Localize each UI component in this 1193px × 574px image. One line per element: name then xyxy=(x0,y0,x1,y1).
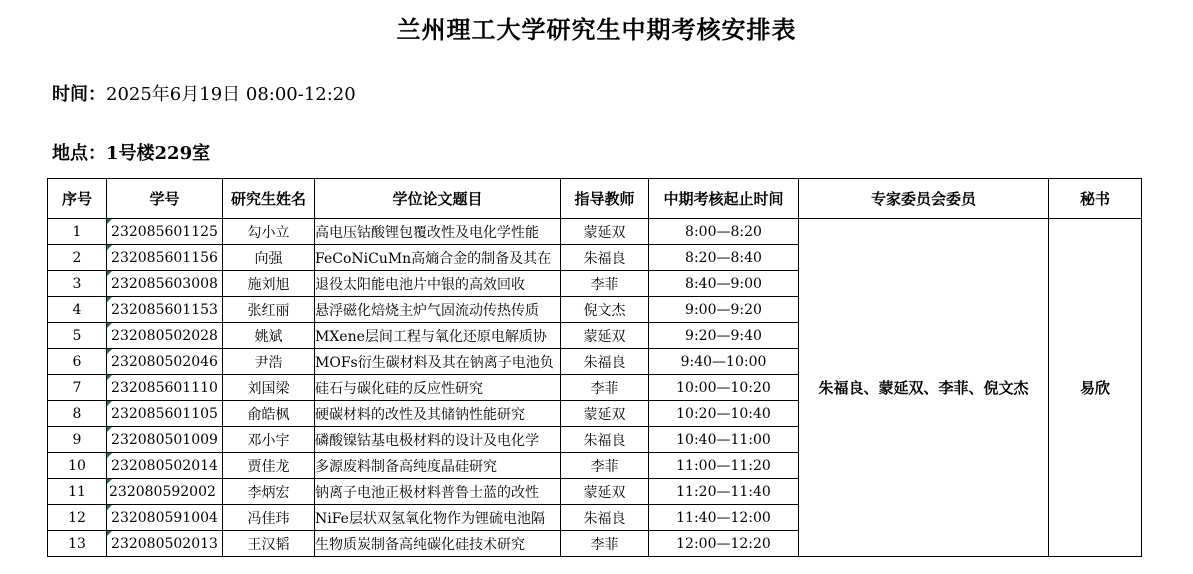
thesis-topic: 硬碳材料的改性及其储钠性能研究 xyxy=(315,401,561,427)
thesis-topic: 钠离子电池正极材料普鲁士蓝的改性 xyxy=(315,479,561,505)
exam-time-slot: 9:40—10:00 xyxy=(649,349,799,375)
exam-place xyxy=(52,139,210,165)
row-no: 3 xyxy=(48,271,107,297)
row-no: 2 xyxy=(48,245,107,271)
advisor: 朱福良 xyxy=(561,349,649,375)
col-header-committee: 专家委员会委员 xyxy=(799,179,1049,219)
advisor: 李菲 xyxy=(561,271,649,297)
thesis-topic: 退役太阳能电池片中银的高效回收 xyxy=(315,271,561,297)
student-id: 232080501009 xyxy=(107,427,223,453)
exam-time-slot: 10:20—10:40 xyxy=(649,401,799,427)
thesis-topic: 硅石与碳化硅的反应性研究 xyxy=(315,375,561,401)
header-row xyxy=(48,179,1142,219)
row-no: 1 xyxy=(48,219,107,245)
col-header-id: 学号 xyxy=(107,179,223,219)
advisor: 蒙延双 xyxy=(561,219,649,245)
row-no: 4 xyxy=(48,297,107,323)
student-name: 邓小宇 xyxy=(223,427,315,453)
student-id: 232080502013 xyxy=(107,531,223,557)
exam-time-slot: 10:40—11:00 xyxy=(649,427,799,453)
col-header-no: 序号 xyxy=(48,179,107,219)
place-value: 1号楼229室 xyxy=(106,143,211,164)
student-name: 勾小立 xyxy=(223,219,315,245)
thesis-topic: MOFs衍生碳材料及其在钠离子电池负 xyxy=(315,349,561,375)
student-name: 贾佳龙 xyxy=(223,453,315,479)
place-label: 地点： xyxy=(52,143,106,164)
exam-time-slot: 9:20—9:40 xyxy=(649,323,799,349)
exam-time-slot: 9:00—9:20 xyxy=(649,297,799,323)
row-no: 6 xyxy=(48,349,107,375)
advisor: 倪文杰 xyxy=(561,297,649,323)
time-value: 2025年6月19日 08:00-12:20 xyxy=(106,84,356,105)
row-no: 11 xyxy=(48,479,107,505)
row-no: 7 xyxy=(48,375,107,401)
student-name: 俞皓枫 xyxy=(223,401,315,427)
table-row xyxy=(48,219,1142,245)
exam-time-slot: 8:20—8:40 xyxy=(649,245,799,271)
student-id: 232085601153 xyxy=(107,297,223,323)
thesis-topic: 生物质炭制备高纯碳化硅技术研究 xyxy=(315,531,561,557)
student-id: 232080592002 xyxy=(107,479,223,505)
exam-time-slot: 11:20—11:40 xyxy=(649,479,799,505)
student-id: 232080502028 xyxy=(107,323,223,349)
row-no: 12 xyxy=(48,505,107,531)
student-id: 232080502046 xyxy=(107,349,223,375)
thesis-topic: FeCoNiCuMn高熵合金的制备及其在 xyxy=(315,245,561,271)
exam-time xyxy=(52,80,356,106)
student-name: 张红丽 xyxy=(223,297,315,323)
row-no: 8 xyxy=(48,401,107,427)
student-name: 李炳宏 xyxy=(223,479,315,505)
advisor: 李菲 xyxy=(561,375,649,401)
row-no: 13 xyxy=(48,531,107,557)
student-name: 冯佳玮 xyxy=(223,505,315,531)
col-header-secretary: 秘书 xyxy=(1049,179,1142,219)
student-name: 刘国梁 xyxy=(223,375,315,401)
thesis-topic: 悬浮磁化焙烧主炉气固流动传热传质 xyxy=(315,297,561,323)
thesis-topic: 高电压钴酸锂包覆改性及电化学性能 xyxy=(315,219,561,245)
student-id: 232085603008 xyxy=(107,271,223,297)
student-name: 王汉韬 xyxy=(223,531,315,557)
col-header-name: 研究生姓名 xyxy=(223,179,315,219)
advisor: 蒙延双 xyxy=(561,401,649,427)
thesis-topic: 多源废料制备高纯度晶硅研究 xyxy=(315,453,561,479)
advisor: 朱福良 xyxy=(561,427,649,453)
secretary: 易欣 xyxy=(1049,219,1142,557)
row-no: 9 xyxy=(48,427,107,453)
thesis-topic: MXene层间工程与氧化还原电解质协 xyxy=(315,323,561,349)
col-header-advisor: 指导教师 xyxy=(561,179,649,219)
student-id: 232085601156 xyxy=(107,245,223,271)
committee-members: 朱福良、蒙延双、李菲、倪文杰 xyxy=(799,219,1049,557)
schedule-table xyxy=(47,178,1142,557)
advisor: 蒙延双 xyxy=(561,479,649,505)
student-name: 向强 xyxy=(223,245,315,271)
page-title: 兰州理工大学研究生中期考核安排表 xyxy=(396,15,797,44)
student-id: 232080591004 xyxy=(107,505,223,531)
student-name: 尹浩 xyxy=(223,349,315,375)
row-no: 10 xyxy=(48,453,107,479)
thesis-topic: NiFe层状双氢氧化物作为锂硫电池隔 xyxy=(315,505,561,531)
exam-time-slot: 8:00—8:20 xyxy=(649,219,799,245)
exam-time-slot: 12:00—12:20 xyxy=(649,531,799,557)
col-header-topic: 学位论文题目 xyxy=(315,179,561,219)
student-id: 232080502014 xyxy=(107,453,223,479)
col-header-time: 中期考核起止时间 xyxy=(649,179,799,219)
advisor: 李菲 xyxy=(561,531,649,557)
advisor: 朱福良 xyxy=(561,245,649,271)
advisor: 李菲 xyxy=(561,453,649,479)
advisor: 蒙延双 xyxy=(561,323,649,349)
exam-time-slot: 11:00—11:20 xyxy=(649,453,799,479)
student-id: 232085601110 xyxy=(107,375,223,401)
time-label: 时间： xyxy=(52,84,106,105)
exam-time-slot: 8:40—9:00 xyxy=(649,271,799,297)
student-id: 232085601125 xyxy=(107,219,223,245)
student-name: 施刘旭 xyxy=(223,271,315,297)
student-id: 232085601105 xyxy=(107,401,223,427)
exam-time-slot: 10:00—10:20 xyxy=(649,375,799,401)
exam-time-slot: 11:40—12:00 xyxy=(649,505,799,531)
student-name: 姚斌 xyxy=(223,323,315,349)
thesis-topic: 磷酸镍钴基电极材料的设计及电化学 xyxy=(315,427,561,453)
row-no: 5 xyxy=(48,323,107,349)
advisor: 朱福良 xyxy=(561,505,649,531)
